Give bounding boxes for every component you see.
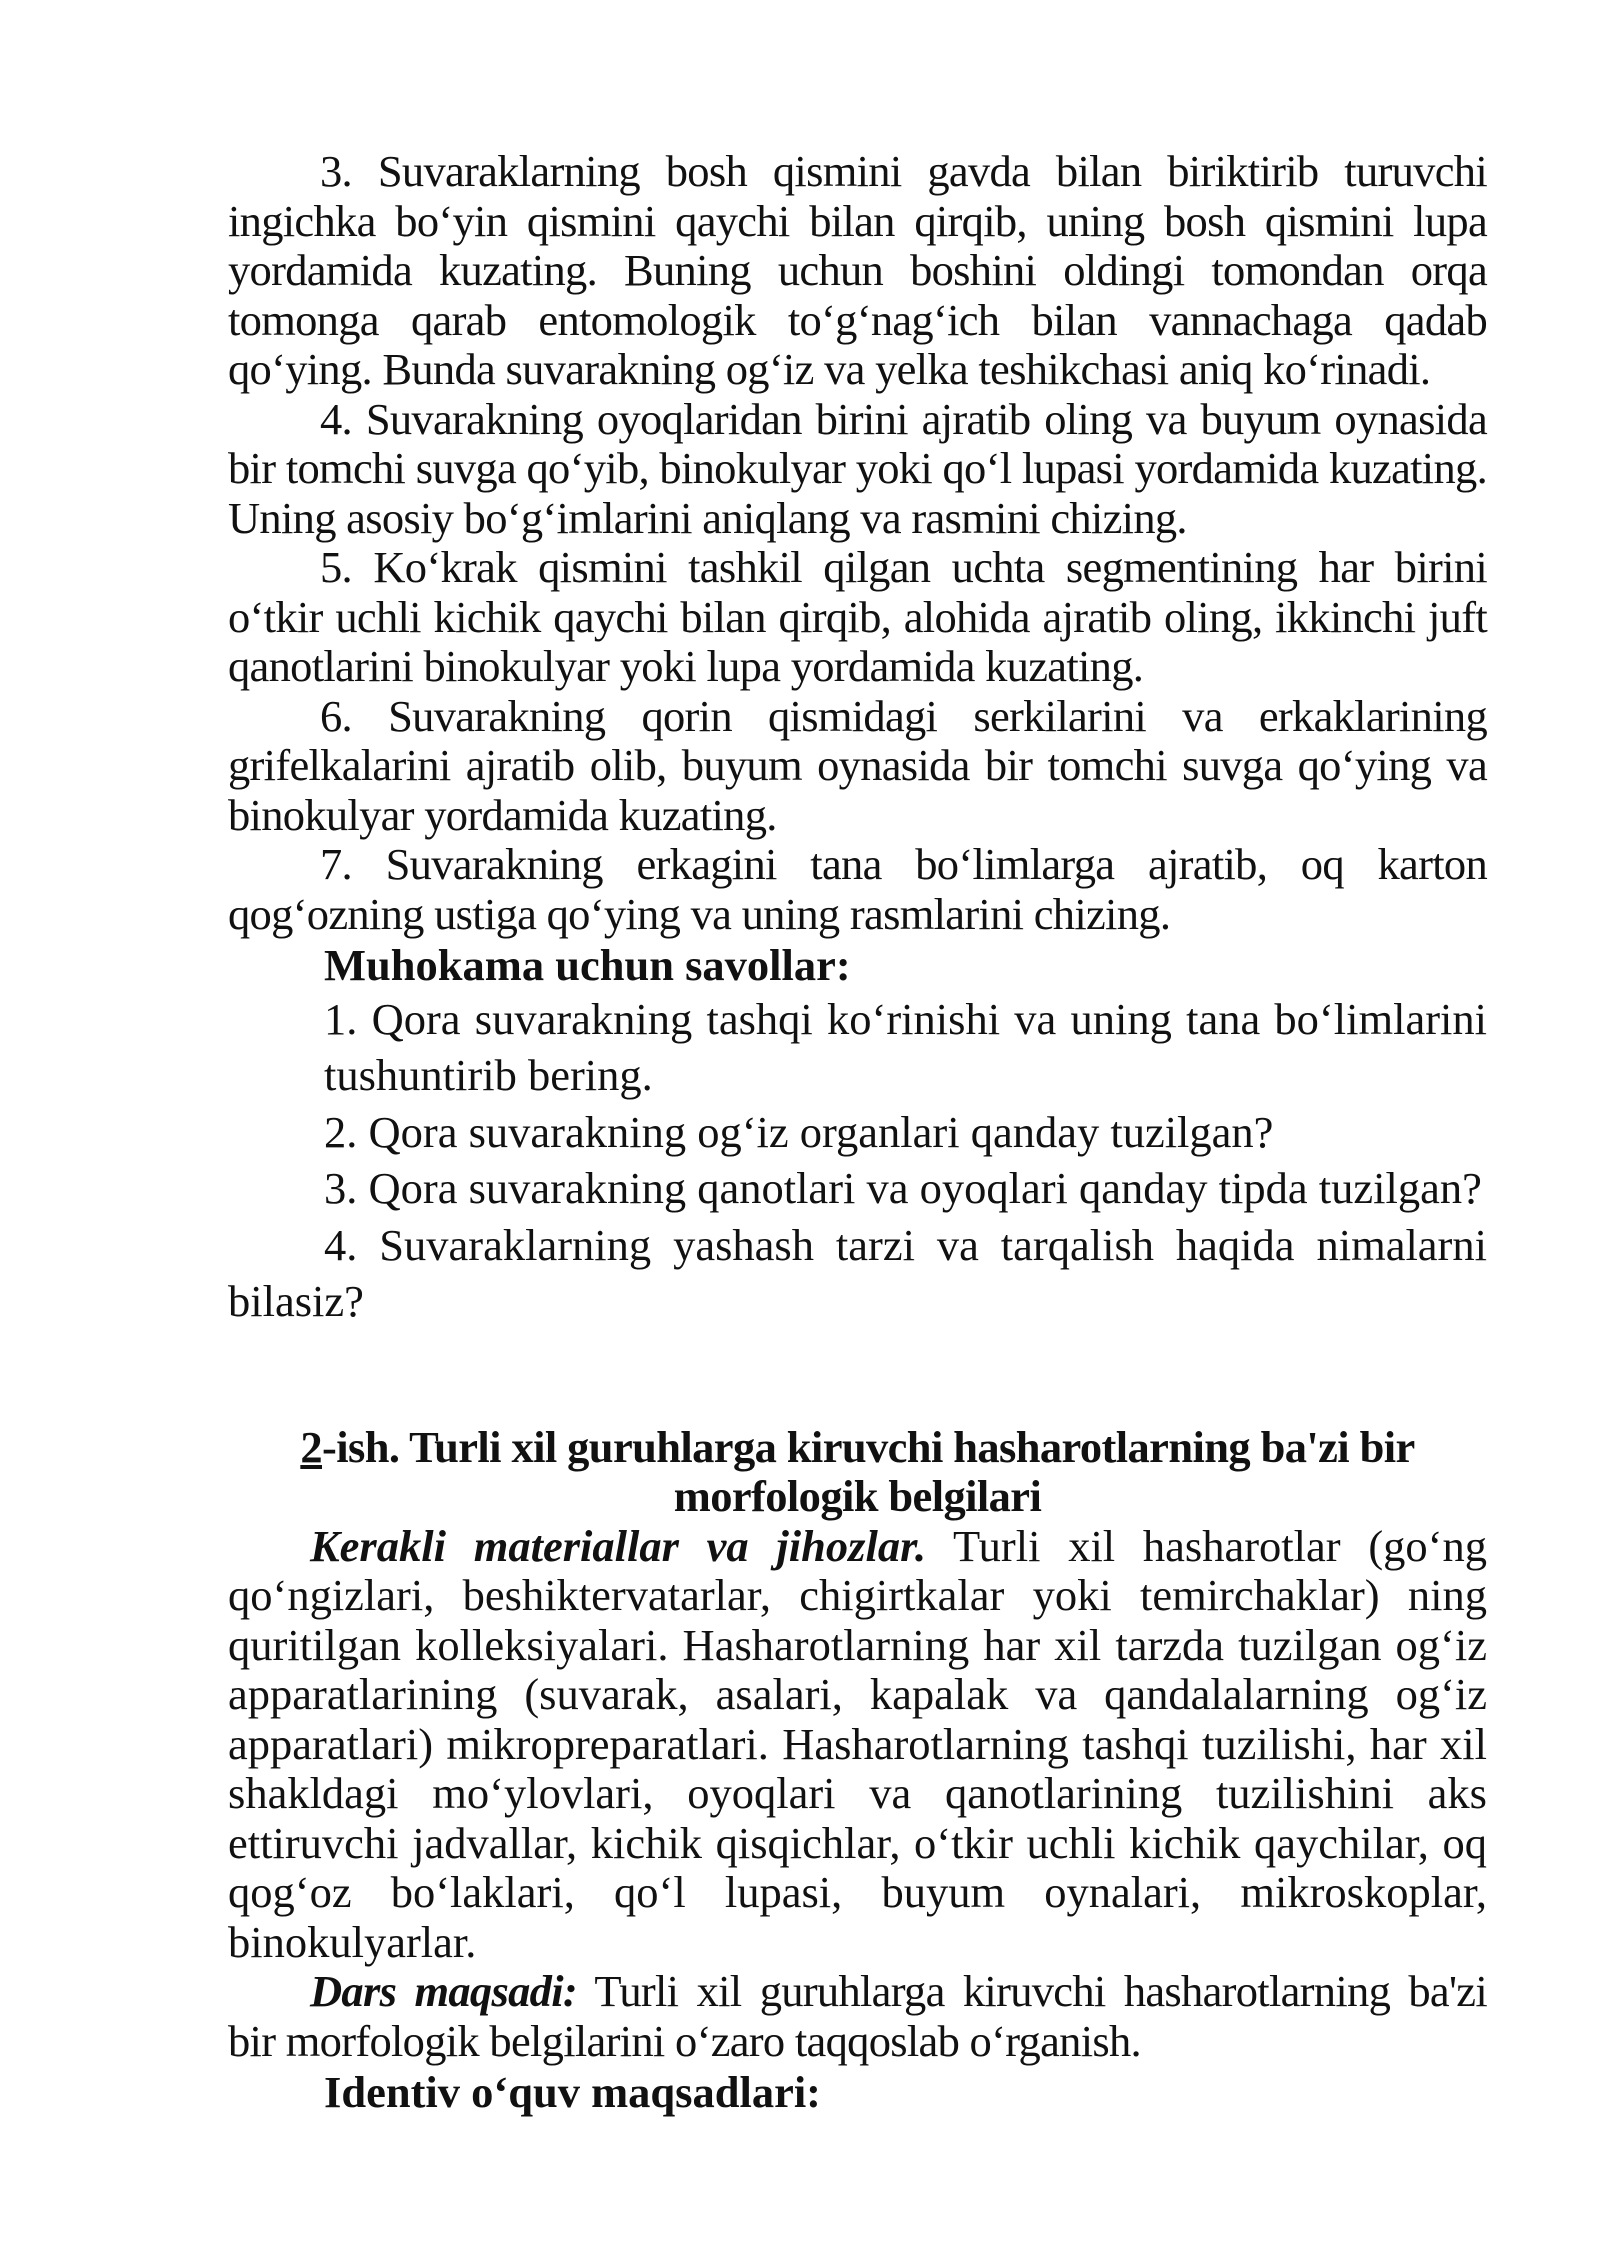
work-2-title	[228, 1423, 1487, 1522]
step-paragraph-7	[228, 840, 1487, 939]
step-paragraph-3	[228, 147, 1487, 395]
goal-text: Turli xil guruhlarga kiruvchi hasharotlarning ba'zi bir morfologik belgilarini o‘zaro taqqoslab o‘rganish.	[228, 1966, 1487, 2066]
step-text: Suvarakning qorin qismidagi serkilarini va erkaklarining grifelkalarini ajratib olib, buyum oynasida bir tomchi suvga qo‘ying va binokulyar yordamida kuzating.	[228, 690, 1487, 840]
discussion-question-2: 2. Qora suvarakning og‘iz organlari qanday tuzilgan?	[324, 1106, 1274, 1157]
discussion-question-1: 1. Qora suvarakning tashqi ko‘rinishi va uning tana bo‘limlarini tushuntirib bering.	[324, 993, 1487, 1100]
identiv-heading: Identiv o‘quv maqsadlari:	[324, 2067, 821, 2117]
materials-paragraph	[228, 1522, 1487, 1968]
step-text: Ko‘krak qismini tashkil qilgan uchta segmentining har birini o‘tkir uchli kichik qaychi bilan qirqib, alohida ajratib oling, ikkinchi juft qanotlarini binokulyar yoki lupa yordamida kuzating.	[228, 542, 1487, 691]
step-text: Suvaraklarning bosh qismini gavda bilan biriktirib turuvchi ingichka bo‘yin qismini qaychi bilan qirqib, uning bosh qismini lupa yordamida kuzating. Buning uchun boshini oldingi tomondan orqa tomonga qarab entomologik to‘g‘nag‘ich bilan vannachaga qadab qo‘ying. Bunda suvarakning og‘iz va yelka teshikchasi aniq ko‘rinadi.	[228, 146, 1488, 394]
discussion-question-4: 4. Suvaraklarning yashash tarzi va tarqalish haqida nimalarni bilasiz?	[228, 1219, 1487, 1326]
discussion-heading: Muhokama uchun savollar:	[324, 940, 851, 990]
step-number: 6.	[320, 690, 352, 741]
discussion-question-3: 3. Qora suvarakning qanotlari va oyoqlari qanday tipda tuzilgan?	[324, 1163, 1482, 1213]
goal-paragraph	[228, 1967, 1487, 2066]
materials-text: Turli xil hasharotlar (go‘ng qo‘ngizlari, beshiktervatarlar, chigirtkalar yoki temirchaklar) ning quritilgan kolleksiyalari. Hasharotlarning har xil tarzda tuzilgan og‘iz apparatlarining (suvarak, asalari, kapalak va qandalalarning og‘iz apparatlari) mikropreparatlari. Hasharotlarning tashqi tuzilishi, har xil shakldagi mo‘ylovlari, oyoqlari va qanotlarining tuzilishini aks ettiruvchi jadvallar, kichik qisqichlar, o‘tkir uchli kichik qaychilar, oq qog‘oz bo‘laklari, qo‘l lupasi, buyum oynalari, mikroskoplar, binokulyarlar.	[228, 1520, 1487, 1967]
work-2-title-text: -ish. Turli xil guruhlarga kiruvchi hasharotlarning ba'zi bir morfologik belgilari	[322, 1421, 1415, 1521]
work-2-number: 2	[300, 1421, 322, 1472]
step-paragraph-4	[228, 395, 1487, 544]
step-paragraph-5	[228, 543, 1487, 692]
step-paragraph-6	[228, 692, 1487, 841]
step-number: 4.	[320, 393, 352, 444]
step-number: 5.	[320, 542, 352, 592]
document-page	[228, 147, 1487, 2118]
step-text: Suvarakning erkagini tana bo‘limlarga ajratib, oq karton qog‘ozning ustiga qo‘ying va uning rasmlarini chizing.	[228, 839, 1487, 939]
step-text: Suvarakning oyoqlaridan birini ajratib oling va buyum oynasida bir tomchi suvga qo‘yib, binokulyar yoki qo‘l lupasi yordamida kuzating. Uning asosiy bo‘g‘imlarini aniqlang va rasmini chizing.	[228, 393, 1487, 543]
materials-label: Kerakli materiallar va jihozlar.	[310, 1520, 927, 1571]
step-number: 7.	[320, 839, 352, 889]
step-number: 3.	[320, 146, 352, 196]
goal-label: Dars maqsadi:	[310, 1966, 577, 2016]
